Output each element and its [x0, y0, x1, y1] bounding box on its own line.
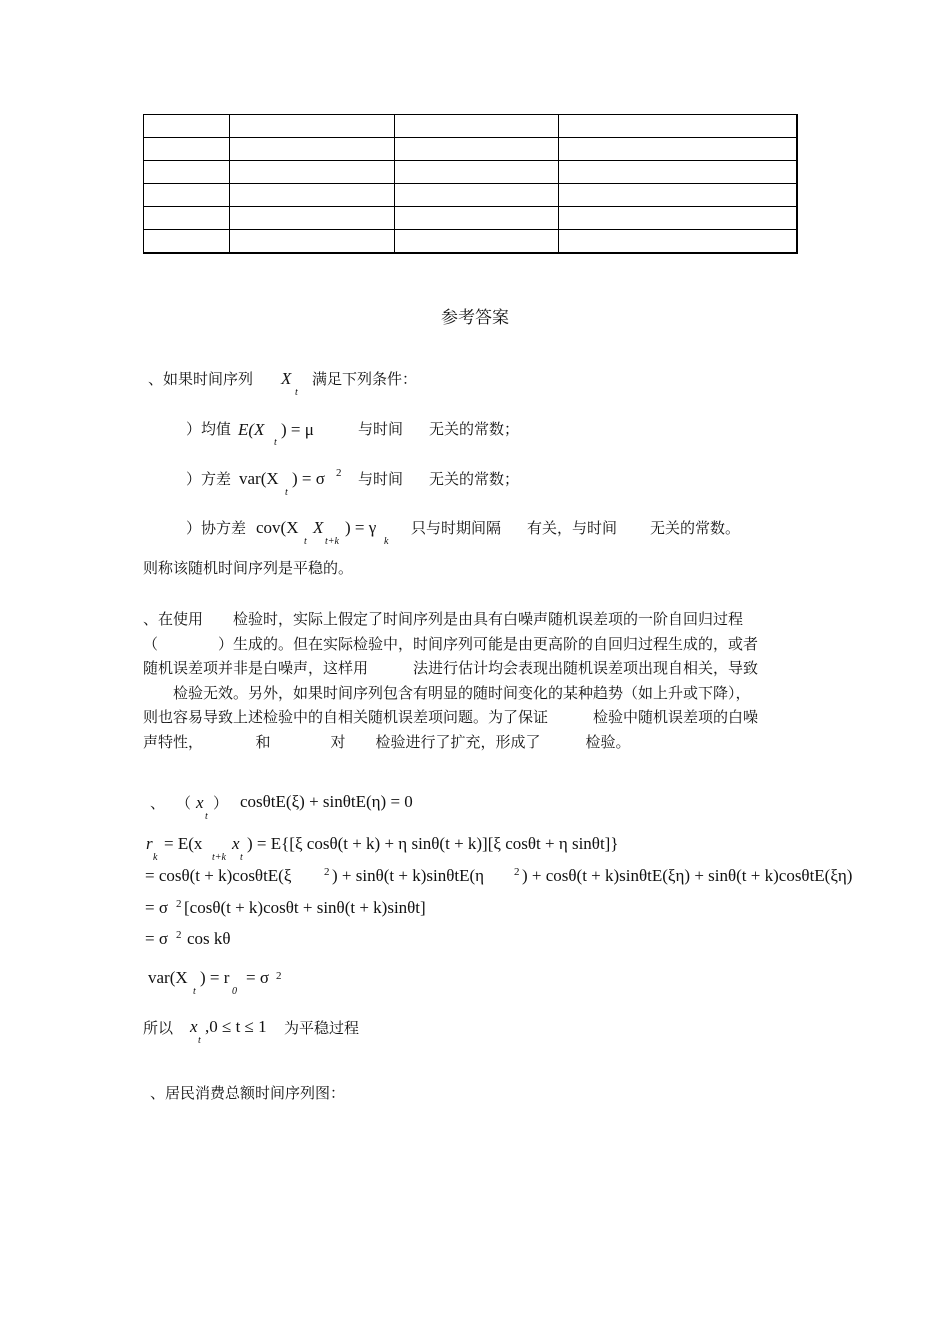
table-row	[144, 161, 798, 184]
table-row	[144, 184, 798, 207]
q3-line3a: = σ	[145, 898, 169, 917]
q1-c3-label: ）协方差	[186, 519, 247, 537]
q3-var-b: ) = r	[200, 968, 230, 987]
page-title: 参考答案	[441, 308, 509, 328]
q3-paren-close: ）	[213, 794, 229, 812]
q1-c2-label: ）方差	[186, 470, 232, 488]
question-4: 、居民消费总额时间序列图：	[150, 1084, 346, 1102]
q3-rk-sub: k	[153, 852, 158, 863]
q2-line: 检验无效。另外，如果时间序列包含有明显的随时间变化的某种趋势（如上升或下降），	[143, 683, 751, 702]
q3-line2c: ) + cosθ(t + k)sinθtE(ξη) + sinθ(t + k)cosθtE(ξη)	[522, 866, 853, 885]
table-row	[144, 138, 798, 161]
q2-line: 则也容易导致上述检验中的自相关随机误差项问题。为了保证 检验中随机误差项的白噪	[143, 708, 759, 726]
q3-so: 所以	[143, 1019, 174, 1037]
q3-so-cond: ,0 ≤ t ≤ 1	[205, 1017, 267, 1036]
q1-c2-formula-a: var(X	[239, 469, 279, 488]
q3-line3b: [cosθ(t + k)cosθt + sinθ(t + k)sinθt]	[184, 898, 426, 917]
q1-c3-sub-k: k	[384, 536, 389, 547]
q1-c3-formula-b: X	[313, 518, 324, 537]
q3-eq0: cosθtE(ξ) + sinθtE(η) = 0	[240, 792, 413, 811]
q3-rk: r	[146, 834, 153, 853]
q3-x2: x	[232, 834, 240, 853]
q1-intro-end: 满足下列条件：	[312, 370, 418, 388]
q3-r-sub-tk: t+k	[212, 852, 226, 863]
q3-line2-sup1: 2	[324, 866, 330, 878]
q2-line: 、在使用 检验时，实际上假定了时间序列是由具有白噪声随机误差项的一阶自回归过程	[143, 610, 744, 628]
q1-c2-text: 与时间	[358, 470, 404, 488]
q1-sub-t: t	[295, 387, 298, 398]
q1-c1-text: 与时间	[358, 420, 404, 438]
q1-c1-sub: t	[274, 437, 277, 448]
q1-c2-sub: t	[285, 487, 288, 498]
q3-r-eq-b: ) = E{[ξ cosθ(t + k) + η sinθ(t + k)][ξ cosθt + η sinθt]}	[247, 834, 619, 853]
q1-c1-formula-b: ) = μ	[281, 420, 314, 439]
q3-so-x: x	[190, 1017, 198, 1036]
q3-paren-open: （	[176, 794, 192, 812]
q1-c1-text2: 无关的常数；	[429, 420, 520, 438]
q3-var-sub-0: 0	[232, 986, 237, 997]
q3-sub-t: t	[205, 811, 208, 822]
q3-so-sub: t	[198, 1035, 201, 1046]
q3-line4b: cos kθ	[187, 929, 231, 948]
q3-prefix: 、	[150, 794, 166, 812]
data-table	[143, 114, 798, 254]
q1-conclusion: 则称该随机时间序列是平稳的。	[143, 559, 354, 577]
q1-c1-label: ）均值	[186, 420, 232, 438]
q3-line4a: = σ	[145, 929, 169, 948]
q3-line4-sup: 2	[176, 929, 182, 941]
q1-c3-text2: 有关，与时间	[527, 519, 618, 537]
q2-line: 声特性， 和 对 检验进行了扩充，形成了 检验。	[143, 732, 631, 751]
q1-c3-formula-c: ) = γ	[345, 518, 377, 537]
q1-c3-sub-t: t	[304, 536, 307, 547]
q1-c2-formula-b: ) = σ	[292, 469, 325, 488]
q1-c3-text: 只与时期间隔	[411, 519, 502, 537]
q3-var-c: = σ	[246, 968, 270, 987]
q3-line2b: ) + sinθ(t + k)sinθtE(η	[332, 866, 485, 885]
q3-x2-sub: t	[240, 852, 243, 863]
q2-line: 随机误差项并非是白噪声，这样用 法进行估计均会表现出随机误差项出现自相关，导致	[143, 659, 759, 677]
q1-c3-sub-tk: t+k	[325, 536, 339, 547]
q3-var-a: var(X	[148, 968, 188, 987]
table-row	[144, 207, 798, 230]
q1-intro: 、如果时间序列	[148, 370, 254, 388]
q3-line2a: = cosθ(t + k)cosθtE(ξ	[145, 866, 292, 885]
q3-var-sub-t: t	[193, 986, 196, 997]
q3-line2-sup2: 2	[514, 866, 520, 878]
q3-var-sup: 2	[276, 970, 282, 982]
q1-c1-formula-a: E(X	[238, 420, 265, 439]
q3-line3-sup: 2	[176, 898, 182, 910]
question-2	[143, 607, 813, 754]
q1-c3-formula-a: cov(X	[256, 518, 299, 537]
table-row	[144, 230, 798, 254]
q1-var-x: X	[281, 369, 292, 388]
q3-x: x	[196, 793, 204, 812]
q3-so-end: 为平稳过程	[284, 1019, 360, 1037]
table-row	[144, 115, 798, 138]
q3-r-eq-a: = E(x	[164, 834, 203, 853]
q1-c3-text3: 无关的常数。	[650, 519, 741, 537]
q1-c2-text2: 无关的常数；	[429, 470, 520, 488]
q1-c2-sup: 2	[336, 467, 342, 479]
q2-line: （ ）生成的。但在实际检验中，时间序列可能是由更高阶的自回归过程生成的，或者	[143, 634, 759, 653]
